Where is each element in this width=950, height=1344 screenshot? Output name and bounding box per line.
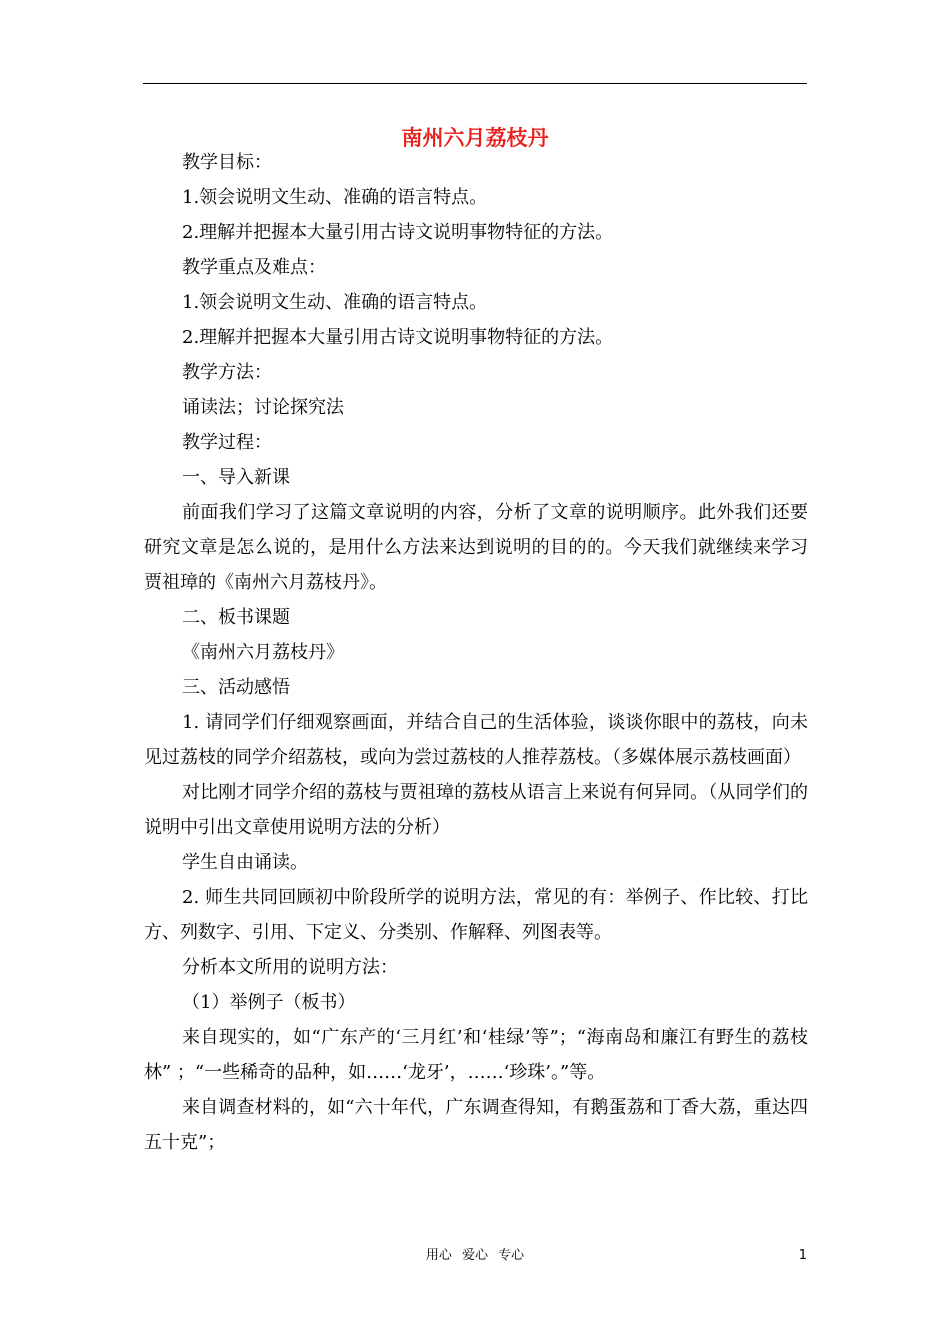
paragraph: 前面我们学习了这篇文章说明的内容，分析了文章的说明顺序。此外我们还要研究文章是怎么说的，是用什么方法来达到说明的目的的。今天我们就继续来学习贾祖璋的《南州六月荔枝丹》。 xyxy=(144,502,808,593)
paragraph: 2.理解并把握本大量引用古诗文说明事物特征的方法。 xyxy=(182,222,614,243)
paragraph: 对比刚才同学介绍的荔枝与贾祖璋的荔枝从语言上来说有何异同。（从同学们的说明中引出文章使用说明方法的分析） xyxy=(144,782,808,838)
paragraph: 分析本文所用的说明方法： xyxy=(182,957,398,978)
document-title: 南州六月荔枝丹 xyxy=(401,126,549,150)
paragraph: 《南州六月荔枝丹》 xyxy=(182,642,344,663)
paragraph: 2.理解并把握本大量引用古诗文说明事物特征的方法。 xyxy=(182,327,614,348)
paragraph: 诵读法；讨论探究法 xyxy=(182,397,344,418)
paragraph: 一、导入新课 xyxy=(182,467,290,488)
paragraph: （1）举例子（板书） xyxy=(182,992,356,1013)
document-body xyxy=(144,145,808,1160)
paragraph: 2. 师生共同回顾初中阶段所学的说明方法，常见的有：举例子、作比较、打比方、列数字、引用、下定义、分类别、作解释、列图表等。 xyxy=(144,887,808,943)
paragraph: 1.领会说明文生动、准确的语言特点。 xyxy=(182,187,488,208)
paragraph: 三、活动感悟 xyxy=(182,677,290,698)
paragraph: 来自现实的，如“广东产的‘三月红’和‘桂绿’等”；“海南岛和廉江有野生的荔枝林” ；“一些稀奇的品种，如……‘龙牙’，……‘珍珠’。”等。 xyxy=(144,1027,808,1083)
paragraph: 教学方法： xyxy=(182,362,272,383)
paragraph: 教学重点及难点： xyxy=(182,257,326,278)
footer-motto: 用心 爱心 专心 xyxy=(425,1248,525,1263)
paragraph: 教学目标： xyxy=(182,152,272,173)
paragraph: 1.领会说明文生动、准确的语言特点。 xyxy=(182,292,488,313)
paragraph: 来自调查材料的，如“六十年代，广东调查得知，有鹅蛋荔和丁香大荔，重达四五十克”； xyxy=(144,1097,808,1153)
paragraph: 二、板书课题 xyxy=(182,607,290,628)
header-rule xyxy=(143,83,807,84)
paragraph: 教学过程： xyxy=(182,432,272,453)
paragraph: 学生自由诵读。 xyxy=(182,852,308,873)
page-number: 1 xyxy=(798,1248,807,1263)
paragraph: 1. 请同学们仔细观察画面，并结合自己的生活体验，谈谈你眼中的荔枝，向未见过荔枝的同学介绍荔枝，或向为尝过荔枝的人推荐荔枝。（多媒体展示荔枝画面） xyxy=(144,712,808,768)
